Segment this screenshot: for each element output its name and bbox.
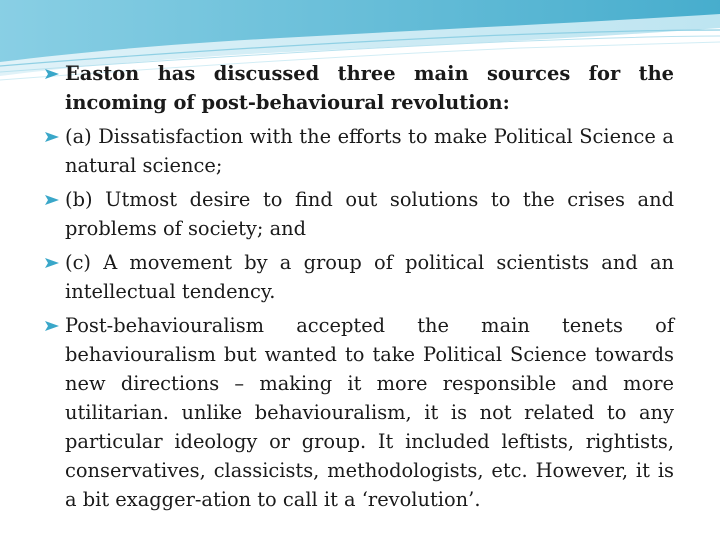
arrow-bullet-icon — [44, 59, 64, 88]
bullet-text: Post-behaviouralism accepted the main tenets of behaviouralism but wanted to take Political Science towards new directions – making it more responsible and more utilitarian. unlike behaviouralism, it is not related to any particular ideology or group. It included leftists, rightists, conservatives, classicists, methodologists, etc. However, it is a bit exagger-ation to call it a ‘revolution’. — [65, 314, 674, 511]
bullet-item — [44, 59, 674, 117]
slide-content — [44, 59, 674, 519]
bullet-item — [44, 248, 674, 306]
bullet-item — [44, 311, 674, 514]
bullet-text: (c) A movement by a group of political scientists and an intellectual tendency. — [65, 251, 674, 303]
arrow-bullet-icon — [44, 185, 64, 214]
bullet-text: (a) Dissatisfaction with the efforts to make Political Science a natural science; — [65, 125, 674, 177]
bullet-item — [44, 185, 674, 243]
bullet-text: (b) Utmost desire to find out solutions to the crises and problems of society; and — [65, 188, 674, 240]
arrow-bullet-icon — [44, 122, 64, 151]
arrow-bullet-icon — [44, 248, 64, 277]
bullet-text: Easton has discussed three main sources for the incoming of post-behavioural revolution: — [65, 62, 674, 114]
bullet-item — [44, 122, 674, 180]
arrow-bullet-icon — [44, 311, 64, 340]
